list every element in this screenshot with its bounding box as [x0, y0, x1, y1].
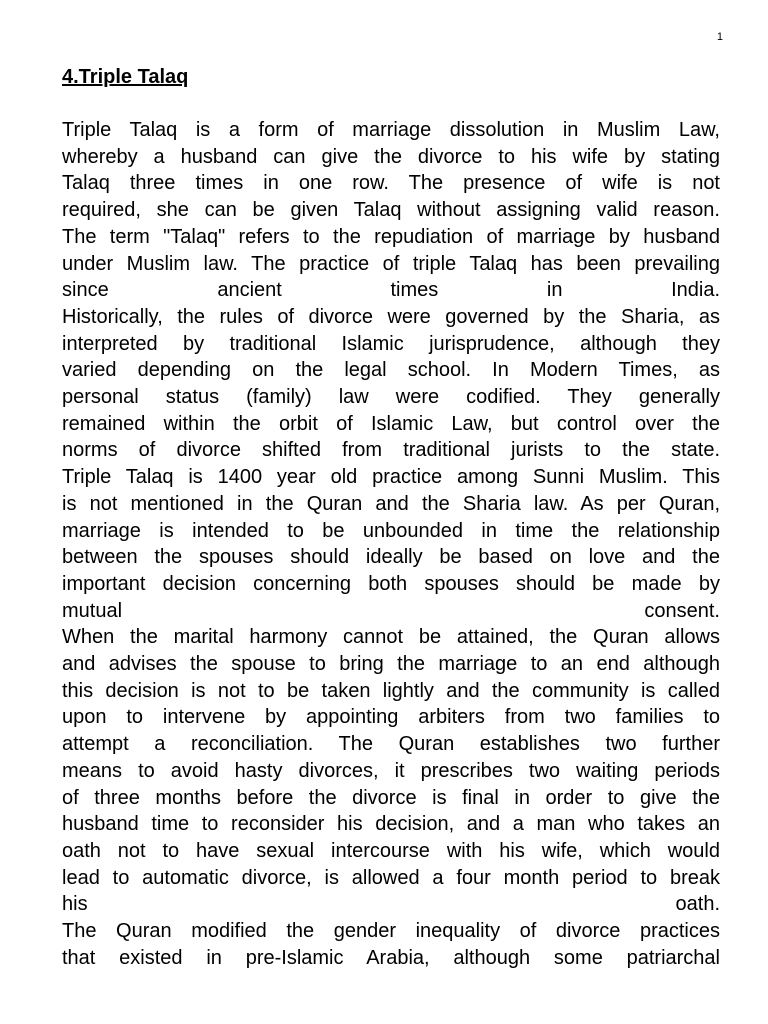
- text-line: since ancient times in India.: [62, 279, 720, 302]
- text-line: oath not to have sexual intercourse with his wife, which would: [62, 839, 720, 862]
- text-line: is not mentioned in the Quran and the Sharia law. As per Quran,: [62, 492, 720, 515]
- text-line: husband time to reconsider his decision, and a man who takes an: [62, 813, 720, 836]
- text-line: important decision concerning both spouses should be made by: [62, 572, 720, 595]
- text-line: between the spouses should ideally be based on love and the: [62, 546, 720, 569]
- document-body: [62, 63, 720, 972]
- text-line: personal status (family) law were codified. They generally: [62, 386, 720, 409]
- text-line: Talaq three times in one row. The presence of wife is not: [62, 172, 720, 195]
- text-line: mutual consent.: [62, 599, 720, 622]
- text-line: marriage is intended to be unbounded in time the relationship: [62, 519, 720, 542]
- text-line: required, she can be given Talaq without assigning valid reason.: [62, 199, 720, 222]
- text-line: attempt a reconciliation. The Quran establishes two further: [62, 733, 720, 756]
- text-line: that existed in pre-Islamic Arabia, although some patriarchal: [62, 946, 720, 969]
- text-line: The term "Talaq" refers to the repudiation of marriage by husband: [62, 225, 720, 248]
- text-line: whereby a husband can give the divorce to his wife by stating: [62, 145, 720, 168]
- text-line: under Muslim law. The practice of triple Talaq has been prevailing: [62, 252, 720, 275]
- text-line: upon to intervene by appointing arbiters from two families to: [62, 706, 720, 729]
- text-line: Historically, the rules of divorce were governed by the Sharia, as: [62, 305, 720, 328]
- text-line: When the marital harmony cannot be attained, the Quran allows: [62, 626, 720, 649]
- text-line: remained within the orbit of Islamic Law, but control over the: [62, 412, 720, 435]
- text-line: Triple Talaq is 1400 year old practice among Sunni Muslim. This: [62, 466, 720, 489]
- text-line: lead to automatic divorce, is allowed a four month period to break: [62, 866, 720, 889]
- text-line: The Quran modified the gender inequality of divorce practices: [62, 920, 720, 943]
- text-line: this decision is not to be taken lightly and the community is called: [62, 679, 720, 702]
- text-line: norms of divorce shifted from traditional jurists to the state.: [62, 439, 720, 462]
- text-line: means to avoid hasty divorces, it prescribes two waiting periods: [62, 759, 720, 782]
- text-line: Triple Talaq is a form of marriage dissolution in Muslim Law,: [62, 119, 720, 141]
- paragraph: [62, 117, 720, 972]
- section-heading: 4.Triple Talaq: [62, 66, 189, 88]
- text-line: his oath.: [62, 893, 720, 916]
- text-line: interpreted by traditional Islamic jurisprudence, although they: [62, 332, 720, 355]
- page-number: 1: [716, 31, 723, 43]
- text-line: of three months before the divorce is final in order to give the: [62, 786, 720, 809]
- text-line: and advises the spouse to bring the marriage to an end although: [62, 653, 720, 676]
- text-line: varied depending on the legal school. In Modern Times, as: [62, 359, 720, 382]
